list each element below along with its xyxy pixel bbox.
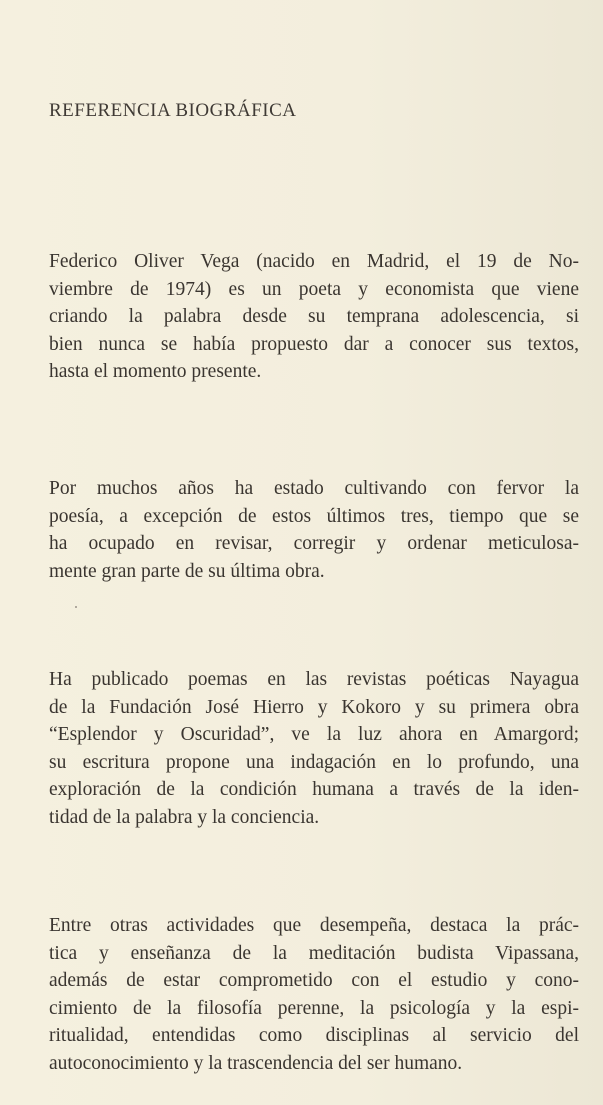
paragraph-line: Entre otras actividades que desempeña, destaca la prác- [49,915,579,936]
paragraph-birth [49,248,579,386]
paragraph-line: su escritura propone una indagación en lo profundo, una [49,751,579,773]
paragraph-line: Federico Oliver Vega (nacido en Madrid, el 19 de No- [49,251,579,272]
paragraph-line: Ha publicado poemas en las revistas poéticas Nayagua [49,669,579,690]
print-speck [75,606,77,608]
paragraph-line: ritualidad, entendidas como disciplinas al servicio del [49,1025,579,1046]
paragraph-line: viembre de 1974) es un poeta y economista que viene [49,278,579,300]
paragraph-line: mente gran parte de su última obra. [49,560,325,582]
paragraph-line: ha ocupado en revisar, corregir y ordenar meticulosa- [49,533,579,554]
paragraph-line: Por muchos años ha estado cultivando con fervor la [49,478,579,499]
paragraph-line: autoconocimiento y la trascendencia del ser humano. [49,1052,463,1074]
paragraph-line: exploración de la condición humana a través de la iden- [49,779,579,800]
paragraph-line: hasta el momento presente. [49,361,262,382]
paragraph-line: además de estar comprometido con el estudio y cono- [49,970,579,991]
paragraph-activities [49,912,579,1077]
paragraph-line: bien nunca se había propuesto dar a conocer sus textos, [49,333,579,355]
paragraph-line: criando la palabra desde su temprana adolescencia, si [49,306,579,327]
paragraph-line: tidad de la palabra y la conciencia. [49,806,320,828]
paragraph-line: de la Fundación José Hierro y Kokoro y su primera obra [49,696,579,718]
paragraph-line: poesía, a excepción de estos últimos tres, tiempo que se [49,505,579,527]
paragraph-line: tica y enseñanza de la meditación budista Vipassana, [49,942,579,964]
paragraph-line: “Esplendor y Oscuridad”, ve la luz ahora en Amargord; [49,724,579,745]
paragraph-years [49,475,579,585]
paragraph-publications [49,666,579,831]
page-heading: REFERENCIA BIOGRÁFICA [49,100,297,121]
paragraph-line: cimiento de la filosofía perenne, la psicología y la espi- [49,997,579,1019]
